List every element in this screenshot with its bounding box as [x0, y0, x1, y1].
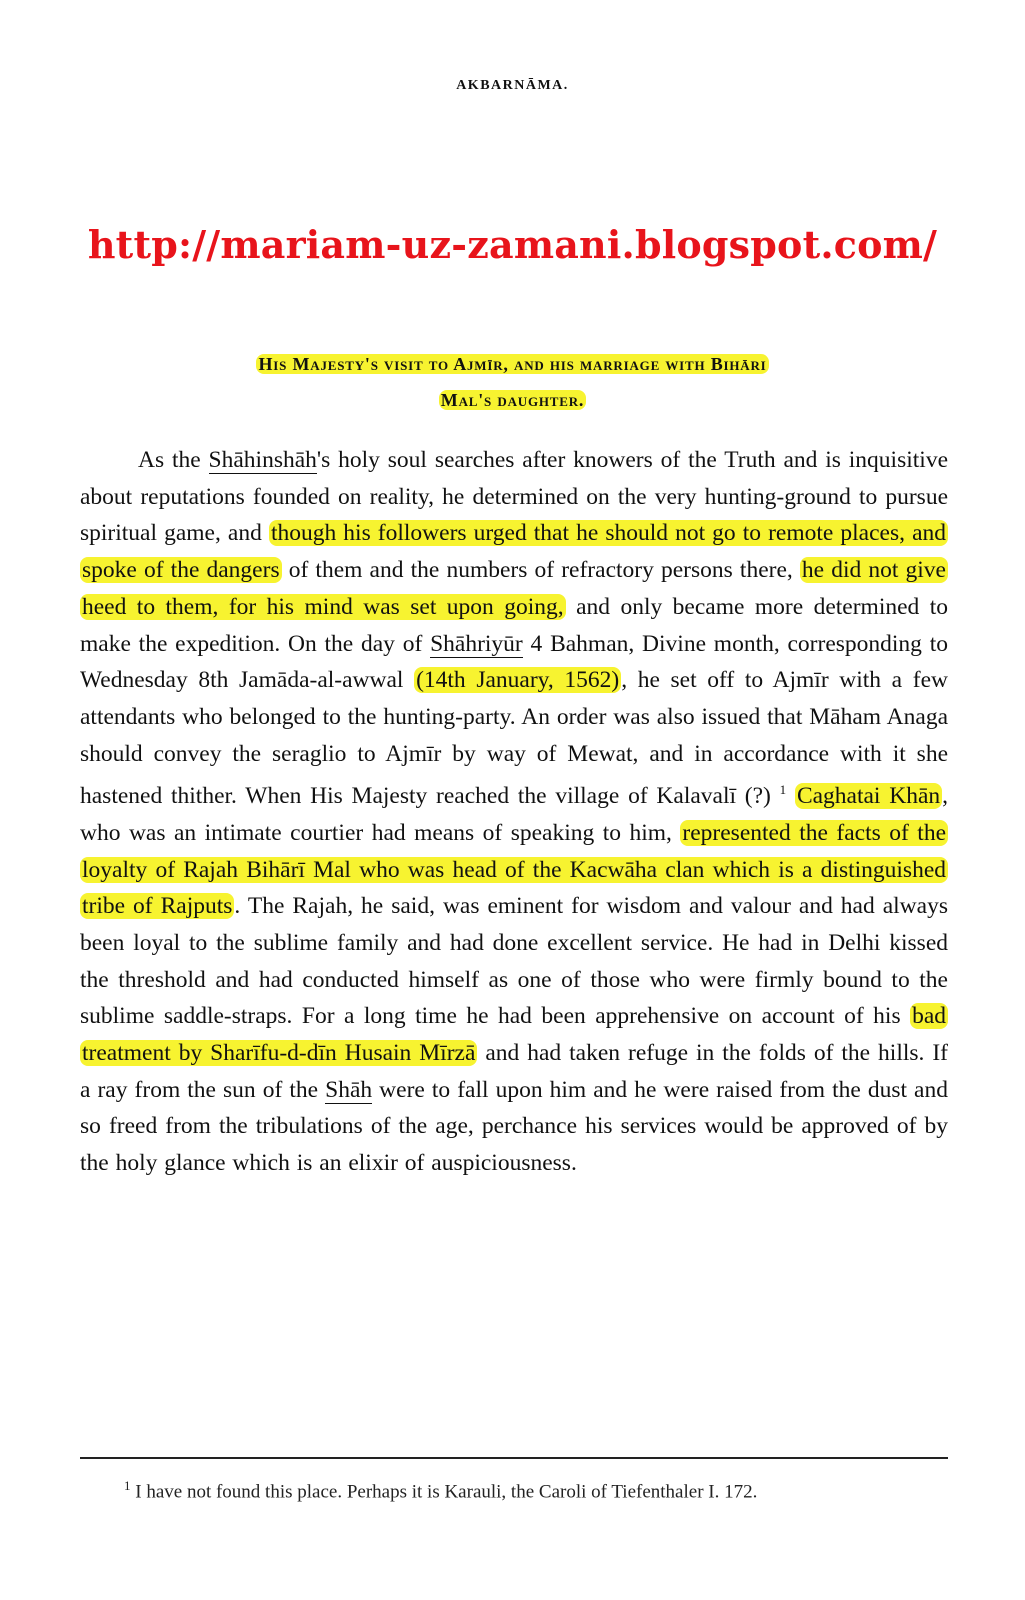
text-segment: . The Rajah, he said, was eminent for wisdom and valour and had always been loyal to the sublime family and had done excellent service. He had in Delhi kissed the threshold and had conducted himself as one of those who were firmly bound to the sublime saddle-straps. For a long time he had been apprehensive on account of his: [80, 893, 948, 1030]
footnote-ref: 1: [779, 782, 787, 798]
highlighted-passage: bad treatment by Sharīfu-d-dīn Husain Mīrzā: [82, 1003, 946, 1067]
chapter-heading: [100, 346, 925, 418]
footnote-divider: [80, 1457, 948, 1459]
text-segment: As the: [138, 447, 209, 473]
text-segment: were to fall upon him and he were raised from the dust and so freed from the tribulations of the age, perchance his services would be approved of by the holy glance which is an elixir of auspiciousness.: [80, 1076, 948, 1177]
body-paragraph: [80, 442, 948, 1182]
text-segment: and had taken refuge in the folds of the hills. If a ray from the sun of the: [80, 1040, 949, 1103]
footnote-marker: 1: [124, 1478, 131, 1493]
blog-url: http://mariam-uz-zamani.blogspot.com/: [87, 222, 938, 267]
text-segment: 's holy soul searches after knowers of the Truth and is inquisitive about reputations founded on reality, he determined on the very hunting-ground to pursue spiritual game, and: [80, 447, 948, 547]
highlighted-passage: represented the facts of the loyalty of Rajah Bihārī Mal who was head of the Kacwāha clan which is a distinguished tribe of Rajputs: [82, 819, 946, 920]
text-segment: 4 Bahman, Divine month, corresponding to Wednesday 8th Jamāda-al-awwal: [80, 630, 948, 694]
text-segment: [786, 783, 795, 809]
text-segment: Shāh: [325, 1076, 373, 1103]
text-segment: Shāhriyūr: [430, 630, 523, 657]
footnote: [80, 1470, 948, 1507]
heading-line-1: His Majesty's visit to Ajmīr, and his marriage with Bihāri: [258, 354, 767, 374]
text-segment: , who was an intimate courtier had means of speaking to him,: [80, 783, 949, 846]
highlighted-passage: he did not give heed to them, for his mind was set upon going,: [82, 557, 946, 620]
footnote-text: I have not found this place. Perhaps it is Karauli, the Caroli of Tiefenthaler I. 172.: [130, 1481, 758, 1503]
running-head: AKBARNĀMA.: [456, 78, 569, 93]
highlighted-date: (14th January, 1562): [416, 667, 620, 694]
highlighted-name: Caghatai Khān: [796, 783, 941, 810]
highlighted-passage: though his followers urged that he should not go to remote places, and spoke of the dangers: [82, 520, 946, 584]
text-segment: , he set off to Ajmīr with a few attendants who belonged to the hunting-party. An order was also issued that Māham Anaga should convey the seraglio to Ajmīr by way of Mewat, and in accordance with it she hastened thither. When His Majesty reached the village of Kalavalī (?): [80, 667, 948, 810]
text-segment: of them and the numbers of refractory persons there,: [281, 557, 800, 584]
text-segment: and only became more determined to make the expedition. On the day of: [80, 593, 948, 657]
heading-line-2: Mal's daughter.: [440, 390, 585, 410]
text-segment: Shāhinshāh: [208, 447, 317, 473]
